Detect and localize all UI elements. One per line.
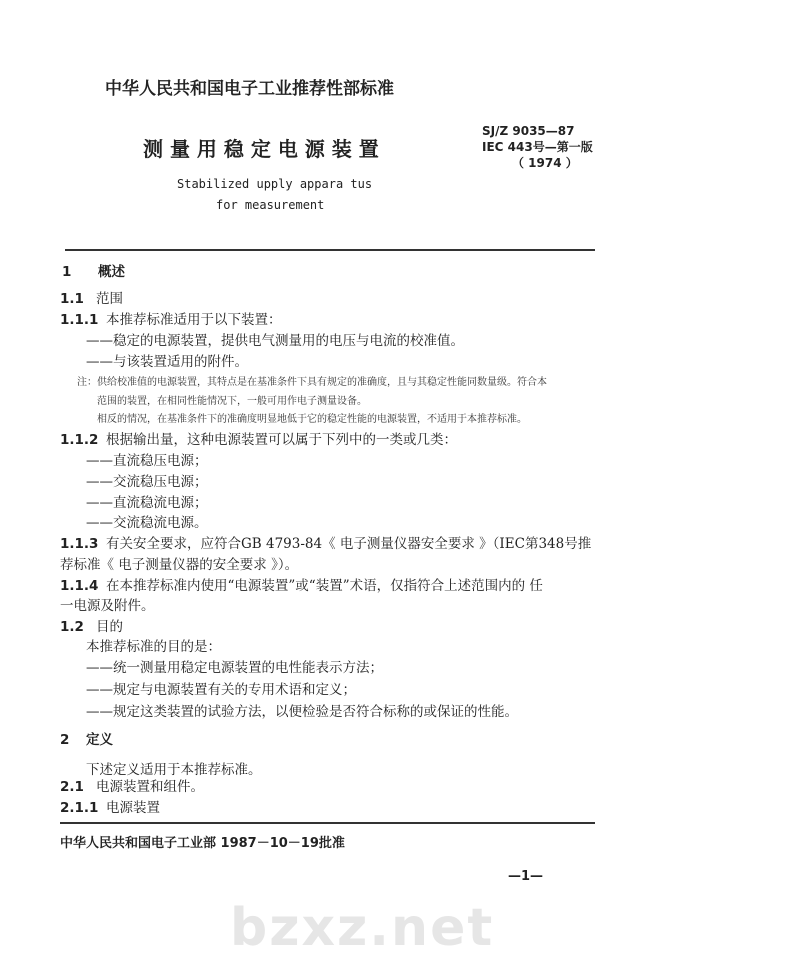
document-title-cn: 测 量 用 稳 定 电 源 装 置 bbox=[143, 137, 379, 161]
section-number: 1 bbox=[62, 264, 72, 280]
section-title: 概述 bbox=[98, 264, 125, 280]
section-number: 1.1.1 bbox=[60, 312, 99, 328]
paragraph: 本推荐标准适用于以下装置： bbox=[106, 312, 282, 328]
paragraph-continued: 荐标准《 电子测量仪器的安全要求 》）。 bbox=[60, 557, 299, 573]
header-rule bbox=[65, 249, 595, 251]
section-1-2-heading bbox=[60, 618, 123, 636]
section-number: 1.1.2 bbox=[60, 432, 99, 448]
standard-code: SJ/Z 9035—87 bbox=[482, 124, 575, 138]
section-title: 电源装置和组件。 bbox=[96, 779, 204, 795]
section-1-1-3 bbox=[60, 535, 591, 553]
section-1-1-4 bbox=[60, 577, 543, 595]
paragraph: 根据输出量，这种电源装置可以属于下列中的一类或几类： bbox=[106, 432, 457, 448]
list-item: ——直流稳流电源； bbox=[86, 495, 208, 511]
page-number: —1— bbox=[508, 869, 544, 884]
section-number: 2 bbox=[60, 732, 70, 748]
section-1-1-2 bbox=[60, 431, 457, 449]
section-title: 电源装置 bbox=[106, 800, 160, 816]
paragraph: 在本推荐标准内使用“电源装置”或“装置”术语，仅指符合上述范围内的 任 bbox=[106, 578, 543, 594]
section-number: 1.2 bbox=[60, 619, 84, 635]
approval-line: 中华人民共和国电子工业部 1987－10－19批准 bbox=[60, 836, 345, 851]
section-1-1-1 bbox=[60, 311, 282, 329]
list-item: ——交流稳流电源。 bbox=[86, 515, 208, 531]
section-number: 1.1.4 bbox=[60, 578, 99, 594]
document-title-en-2: for measurement bbox=[216, 198, 325, 212]
org-standard-heading: 中华人民共和国电子工业推荐性部标准 bbox=[105, 79, 394, 99]
iec-year: （ 1974 ） bbox=[512, 156, 578, 170]
list-item: ——统一测量用稳定电源装置的电性能表示方法； bbox=[86, 660, 383, 676]
section-2-heading bbox=[60, 731, 113, 749]
footer-rule bbox=[60, 822, 595, 824]
note-line: 范围的装置，在相同性能情况下，一般可用作电子测量设备。 bbox=[97, 396, 367, 407]
section-2-1-heading bbox=[60, 778, 204, 796]
paragraph: 本推荐标准的目的是： bbox=[86, 639, 221, 655]
list-item: ——交流稳压电源； bbox=[86, 474, 208, 490]
paragraph: 有关安全要求，应符合GB 4793-84《 电子测量仪器安全要求 》（IEC第348号推 bbox=[106, 536, 592, 552]
section-title: 定义 bbox=[86, 732, 113, 748]
list-item: ——与该装置适用的附件。 bbox=[86, 354, 248, 370]
section-number: 1.1.3 bbox=[60, 536, 99, 552]
section-1-heading bbox=[62, 263, 125, 281]
section-title: 范围 bbox=[96, 291, 123, 307]
note-line: 注：供给校准值的电源装置，其特点是在基准条件下具有规定的准确度，且与其稳定性能同数量级。符合本 bbox=[77, 377, 547, 388]
section-number: 1.1 bbox=[60, 291, 84, 307]
paragraph-continued: 一电源及附件。 bbox=[60, 598, 155, 614]
list-item: ——规定与电源装置有关的专用术语和定义； bbox=[86, 682, 356, 698]
section-number: 2.1 bbox=[60, 779, 84, 795]
section-title: 目的 bbox=[96, 619, 123, 635]
section-1-1-heading bbox=[60, 290, 123, 308]
note-line: 相反的情况，在基准条件下的准确度明显地低于它的稳定性能的电源装置，不适用于本推荐标准。 bbox=[97, 414, 527, 425]
document-title-en-1: Stabilized upply appara tus bbox=[177, 177, 373, 191]
paragraph: 下述定义适用于本推荐标准。 bbox=[86, 762, 262, 778]
iec-reference: IEC 443号—第一版 bbox=[482, 140, 593, 154]
section-2-1-1-heading bbox=[60, 799, 160, 817]
list-item: ——稳定的电源装置，提供电气测量用的电压与电流的校准值。 bbox=[86, 333, 464, 349]
list-item: ——直流稳压电源； bbox=[86, 453, 208, 469]
list-item: ——规定这类装置的试验方法，以便检验是否符合标称的或保证的性能。 bbox=[86, 704, 518, 720]
watermark: bzxz.net bbox=[230, 898, 495, 958]
section-number: 2.1.1 bbox=[60, 800, 99, 816]
